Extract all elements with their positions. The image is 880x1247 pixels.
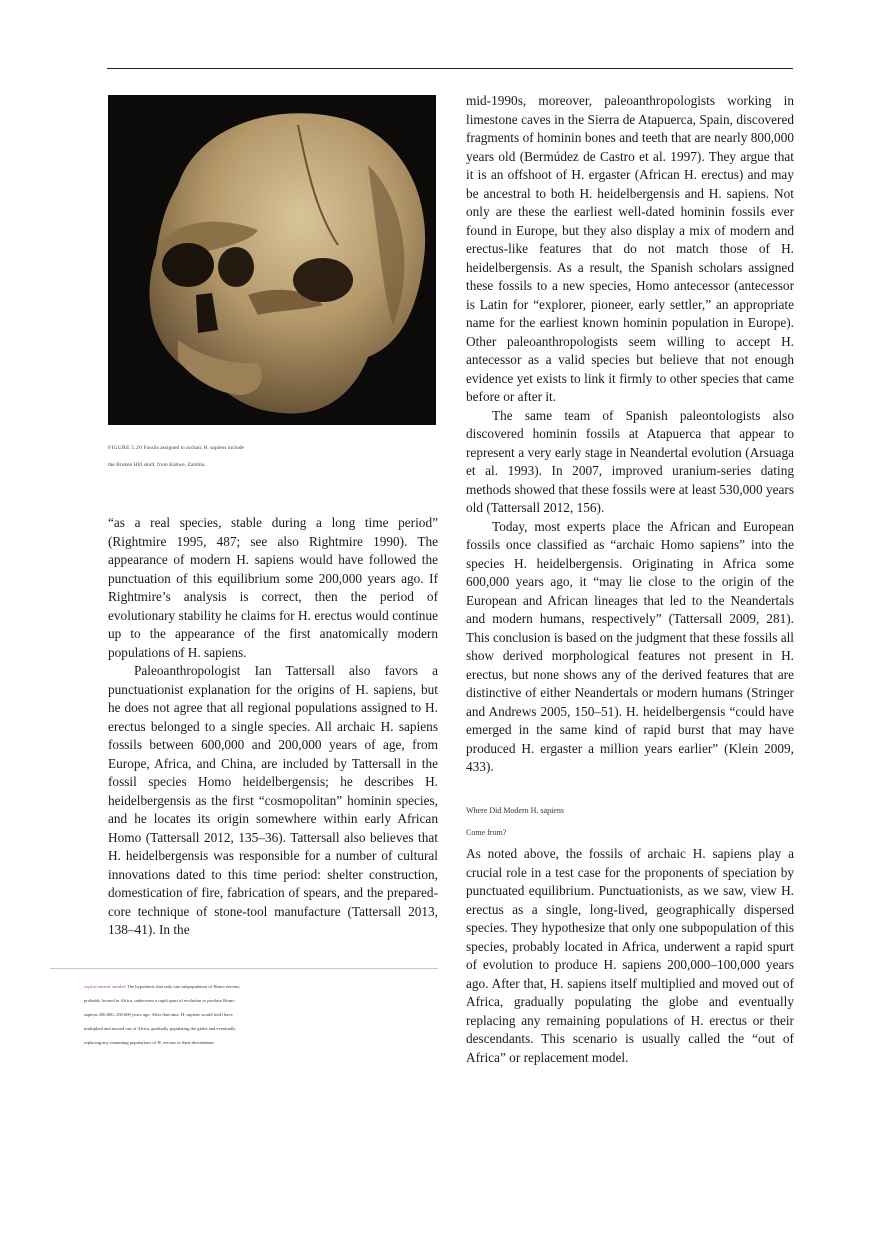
margin-glossary-note	[84, 980, 244, 1050]
top-rule	[107, 68, 793, 69]
eye-socket-left	[162, 243, 214, 287]
eye-socket-right	[218, 247, 254, 287]
temporal-fossa	[293, 258, 353, 302]
right-paragraph-4: As noted above, the fossils of archaic H. sapiens play a crucial role in a test case for the proponents of speciation by punctuated equilibrium. Punctuationists, as we saw, view H. erectus as a single, long-lived, geographically dispersed species. They hypothesize that only one subpopulation of this species, probably located in Africa, underwent a rapid spurt of evolution to produce H. sapiens 200,000–100,000 years ago. After that, H. sapiens itself multiplied and moved out of Africa, gradually populating the globe and eventually replacing any remaining populations of H. erectus or their descendants. This scenario is usually called the “out of Africa” or replacement model.	[466, 846, 794, 1065]
right-column-top	[466, 92, 794, 777]
right-paragraph-1: mid-1990s, moreover, paleoanthropologists working in limestone caves in the Sierra de Atapuerca, Spain, discovered fragments of hominin bones and teeth that are nearly 800,000 years old (Bermúdez de Castro et al. 1997). They argue that it is an offshoot of H. ergaster (African H. erectus) and may be ancestral to both H. heidelbergensis and H. sapiens. Not only are these the earliest well-dated hominin fossils ever found in Europe, but they also display a mix of modern and erectus-like features that do not match those of H. heidelbergensis. As a result, the Spanish scholars assigned these fossils to a new species, Homo antecessor (antecessor is Latin for “explorer, pioneer, early settler,” an appropriate name for the earliest known hominin population in Europe). Other paleoanthropologists seem willing to accept H. antecessor as a valid species but believe that not enough evidence yet exists to link it firmly to other species that came before or after it.	[466, 93, 794, 404]
section-heading-line2: Come from?	[466, 828, 507, 837]
right-paragraph-2: The same team of Spanish paleontologists also discovered hominin fossils at Atapuerca that appear to represent a very early stage in Neandertal evolution (Arsuaga et al. 1993). In 2007, improved uranium-series dating methods showed that these fossils were at least 530,000 years old (Tattersall 2012, 156).	[466, 407, 794, 515]
caption-label: FIGURE 5.20	[108, 445, 143, 451]
figure-caption	[108, 440, 438, 474]
section-heading-line1: Where Did Modern H. sapiens	[466, 806, 564, 815]
glossary-definition: The hypothesis that only one subpopulation of Homo erectus, probably located in Africa, underwent a rapid spurt of evolution to produce Homo sapiens 200,000–100,000 years ago. After that time, H. sapiens would itself have multiplied and moved out of Africa, gradually populating the globe and eventually replacing any remaining populations of H. erectus or their descendants.	[84, 984, 241, 1045]
left-column	[108, 514, 438, 940]
right-column-bottom	[466, 845, 794, 1067]
glossary-term: replacement model	[84, 984, 126, 989]
margin-divider	[50, 968, 438, 969]
caption-text-line2: the Broken Hill skull, from Kabwe, Zambia.	[108, 462, 206, 468]
skull-photo	[108, 95, 436, 425]
left-paragraph-1: “as a real species, stable during a long time period” (Rightmire 1995, 487; see also Rightmire 1990). The appearance of modern H. sapiens would have followed the punctuation of this equilibrium some 200,000 years ago. If Rightmire’s analysis is correct, then the period of evolutionary stability he claims for H. erectus would continue up to the appearance of the first anatomically modern populations of H. sapiens.	[108, 515, 438, 660]
section-heading	[466, 800, 794, 844]
right-paragraph-3: Today, most experts place the African and European fossils once classified as “archaic Homo sapiens” into the species H. heidelbergensis. Originating in Africa some 600,000 years ago, it “may lie close to the origin of the European and African lineages that led to the Neandertals and modern humans, respectively” (Tattersall 2009, 281). This conclusion is based on the judgment that these fossils all show derived morphological features not present in H. erectus, but none shows any of the derived features that are distinctive of either Neandertals or modern humans (Stringer and Andrews 2005, 150–51). H. heidelbergensis “could have emerged in the same kind of rapid burst that may have produced H. ergaster a million years earlier” (Klein 2009, 433).	[466, 518, 794, 774]
left-paragraph-2: Paleoanthropologist Ian Tattersall also favors a punctuationist explanation for the origins of H. sapiens, but he does not agree that all regional populations assigned to H. erectus belonged to a single species. All archaic H. sapiens fossils between 600,000 and 200,000 years of age, from Europe, Africa, and China, are included by Tattersall in the fossil species Homo heidelbergensis; he describes H. heidelbergensis as the first “cosmopolitan” hominin species, and he locates its origin somewhere within early African Homo (Tattersall 2012, 135–36). Tattersall also believes that H. heidelbergensis was responsible for a number of cultural innovations dated to this time period: shelter construction, domestication of fire, fabrication of spears, and the prepared-core technique of stone-tool manufacture (Tattersall 2013, 138–41). In the	[108, 663, 438, 937]
caption-text-line1: Fossils assigned to archaic H. sapiens include	[143, 445, 244, 451]
